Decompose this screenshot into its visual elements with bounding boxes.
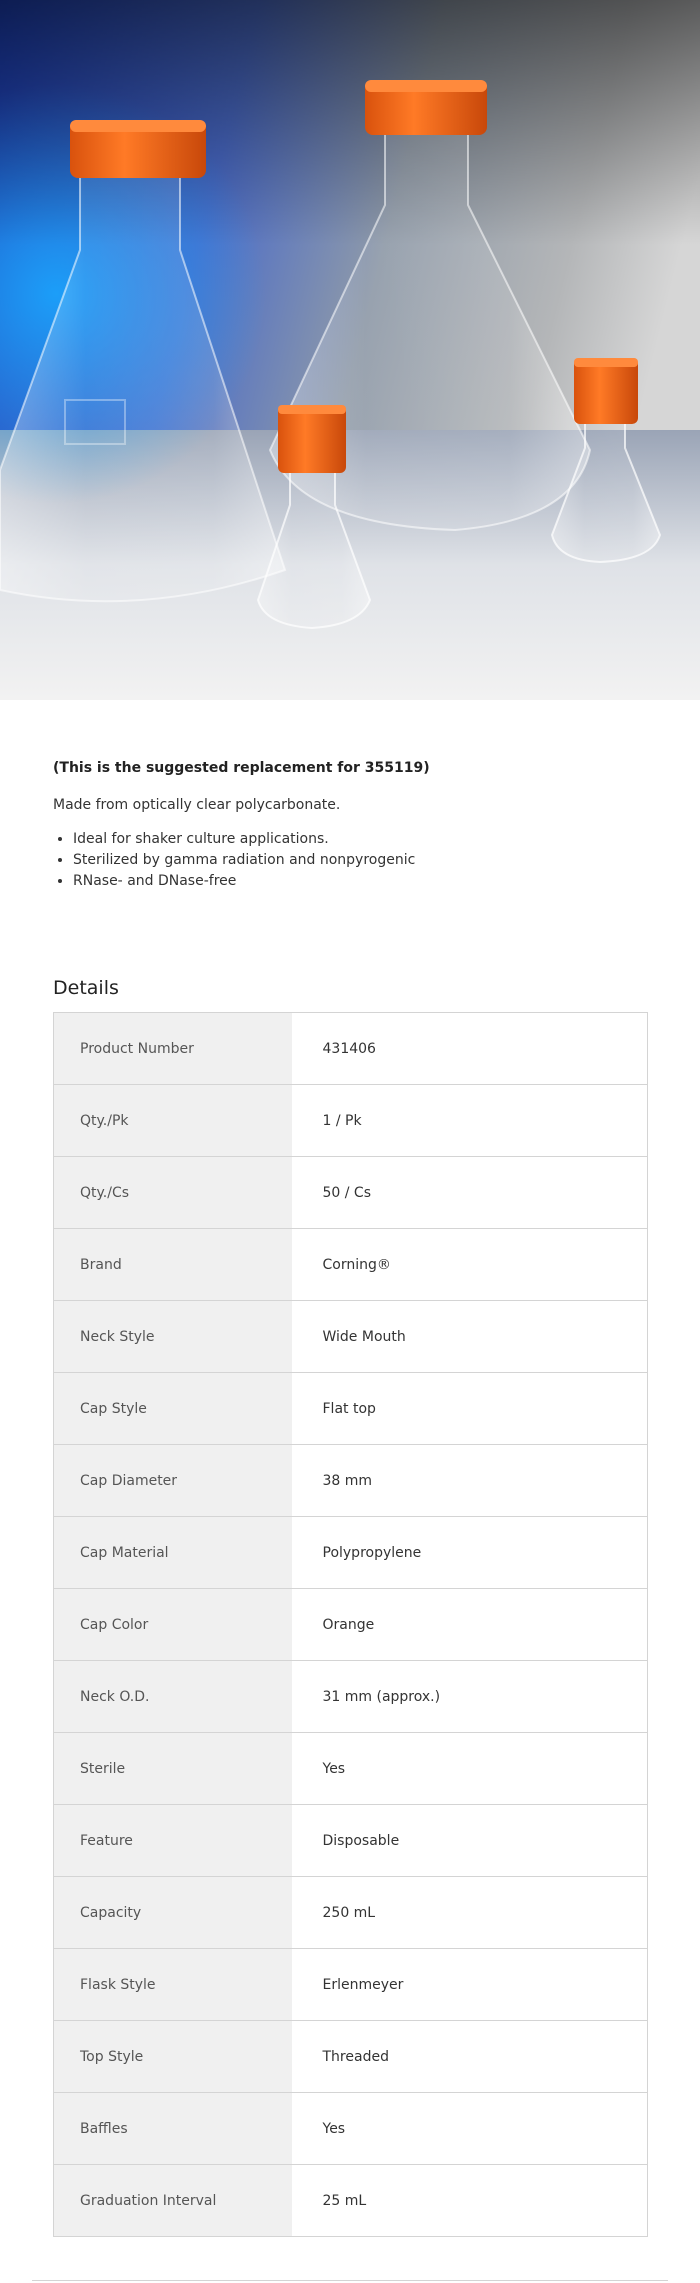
spec-value: 431406 [292,1013,648,1085]
spec-label: Capacity [54,1877,292,1949]
spec-label: Cap Diameter [54,1445,292,1517]
replacement-note: (This is the suggested replacement for 355119) [53,760,430,776]
spec-label: Sterile [54,1733,292,1805]
spec-label: Neck O.D. [54,1661,292,1733]
table-row [54,1445,648,1517]
table-row [54,1877,648,1949]
spec-value: Disposable [292,1805,648,1877]
feature-item: • Ideal for shaker culture applications. [73,829,648,850]
feature-list [53,829,648,892]
table-row [54,1589,648,1661]
spec-label: Graduation Interval [54,2165,292,2237]
spec-label: Top Style [54,2021,292,2093]
spec-value: Flat top [292,1373,648,1445]
spec-value: 1 / Pk [292,1085,648,1157]
spec-label: Feature [54,1805,292,1877]
footer-divider [32,2280,668,2281]
spec-label: Qty./Cs [54,1157,292,1229]
spec-value: Orange [292,1589,648,1661]
spec-label: Neck Style [54,1301,292,1373]
spec-value: 38 mm [292,1445,648,1517]
spec-value: Yes [292,2093,648,2165]
spec-label: Qty./Pk [54,1085,292,1157]
intro-text: Made from optically clear polycarbonate. [53,797,341,813]
table-row [54,1085,648,1157]
spec-label: Cap Color [54,1589,292,1661]
details-table [53,1012,648,2237]
spec-label: Cap Style [54,1373,292,1445]
spec-value: 50 / Cs [292,1157,648,1229]
spec-value: 25 mL [292,2165,648,2237]
details-heading: Details [53,977,119,999]
table-row [54,1373,648,1445]
table-row [54,1157,648,1229]
product-image [0,0,700,700]
table-row [54,1661,648,1733]
spec-value: Corning® [292,1229,648,1301]
spec-value: Yes [292,1733,648,1805]
spec-label: Baffles [54,2093,292,2165]
spec-label: Cap Material [54,1517,292,1589]
table-row [54,1805,648,1877]
spec-value: 250 mL [292,1877,648,1949]
spec-value: Polypropylene [292,1517,648,1589]
table-row [54,2021,648,2093]
table-row [54,1013,648,1085]
table-row [54,2165,648,2237]
spec-label: Flask Style [54,1949,292,2021]
table-row [54,1301,648,1373]
flask-photo [0,0,700,700]
spec-value: Threaded [292,2021,648,2093]
table-row [54,1949,648,2021]
spec-value: Wide Mouth [292,1301,648,1373]
table-row [54,2093,648,2165]
spec-label: Brand [54,1229,292,1301]
feature-item: • Sterilized by gamma radiation and nonpyrogenic [73,850,648,871]
product-description [53,748,648,892]
table-row [54,1517,648,1589]
table-row [54,1229,648,1301]
spec-value: Erlenmeyer [292,1949,648,2021]
feature-item: • RNase- and DNase-free [73,871,648,892]
table-row [54,1733,648,1805]
spec-label: Product Number [54,1013,292,1085]
spec-value: 31 mm (approx.) [292,1661,648,1733]
